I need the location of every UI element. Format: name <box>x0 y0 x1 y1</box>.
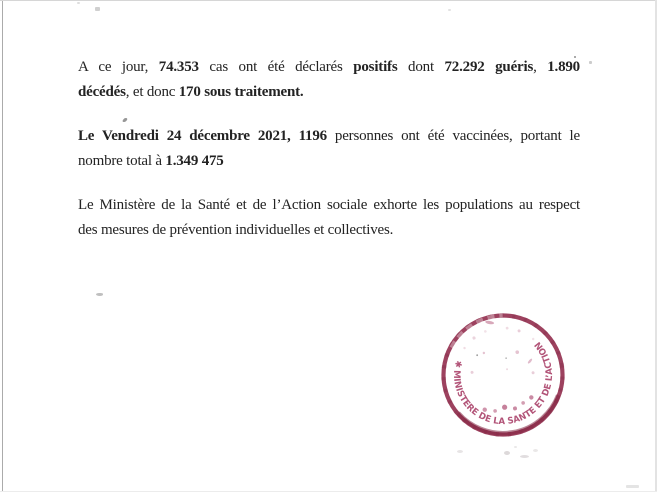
scan-edge-top <box>0 0 657 1</box>
scan-speckle <box>77 2 80 4</box>
scan-speckle <box>589 61 592 64</box>
scan-speckle <box>626 485 639 488</box>
stamp-group <box>435 306 571 444</box>
stamp-smudge <box>504 451 510 455</box>
document-paragraph <box>78 193 580 243</box>
document-text <box>78 55 580 262</box>
document-paragraph <box>78 124 580 174</box>
scan-speckle <box>448 9 451 11</box>
ministry-stamp <box>435 305 571 445</box>
text-line: des mesures de prévention individuelles et collectives. <box>78 222 394 238</box>
text-line: A ce jour, 74.353 cas ont été déclarés positifs dont 72.292 guéris, 1.890 <box>78 59 580 75</box>
stamp-smudge <box>520 455 529 458</box>
text-line: décédés, et donc 170 sous traitement. <box>78 84 304 100</box>
document-paragraph <box>78 55 580 105</box>
stamp-ink-smudges <box>467 344 541 417</box>
text-line: Le Vendredi 24 décembre 2021, 1196 personnes ont été vaccinées, portant le <box>78 128 580 144</box>
stamp-smudge <box>457 450 463 453</box>
scan-speckle <box>95 7 100 11</box>
text-line: nombre total à 1.349 475 <box>78 153 224 169</box>
text-line: Le Ministère de la Santé et de l’Action sociale exhorte les populations au respect <box>78 197 580 213</box>
stamp-smudge <box>533 449 538 452</box>
stamp-smudge <box>514 446 517 448</box>
scan-speckle <box>96 293 103 296</box>
stamp-ring-text: ✱ MINISTERE DE LA SANTE ET DE L’ACTION SOCIALE <box>450 339 556 428</box>
scan-speckle <box>574 56 576 58</box>
scan-edge-left <box>2 0 3 492</box>
